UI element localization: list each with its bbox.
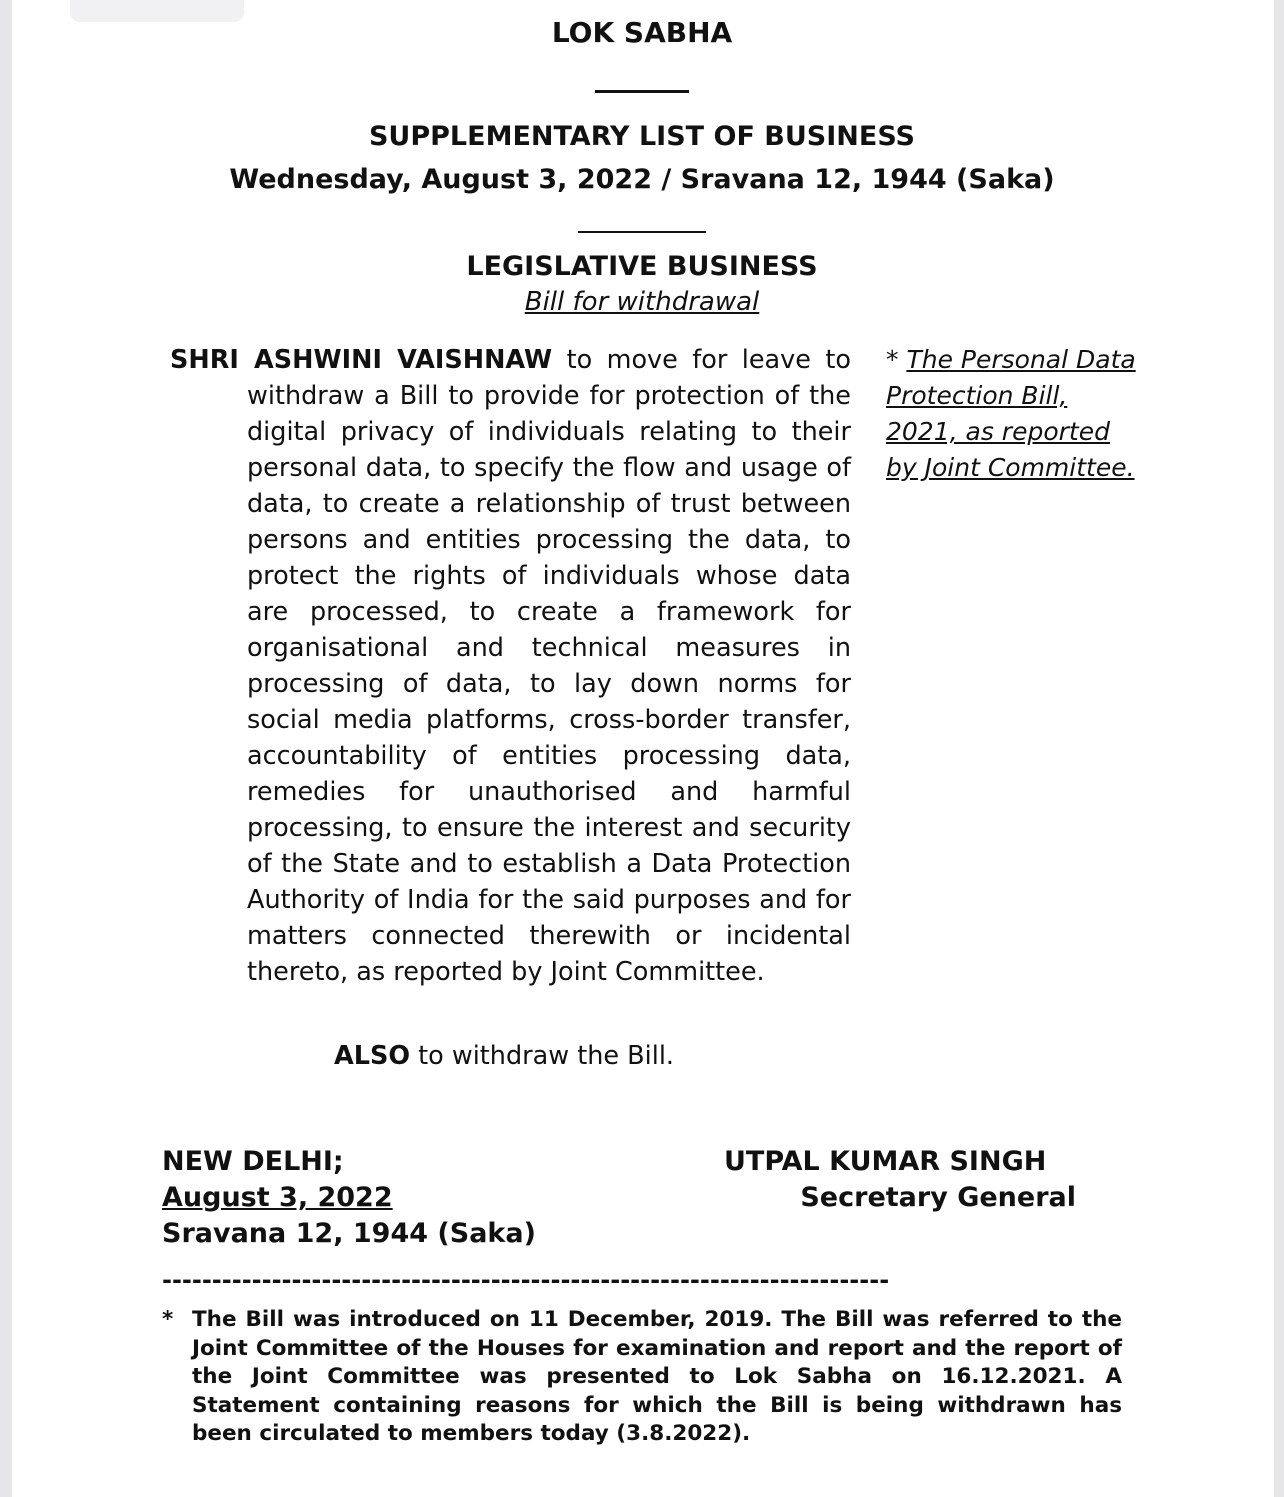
- place-date-block: [162, 1144, 536, 1252]
- place: NEW DELHI;: [162, 1146, 344, 1177]
- motion-text: to move for leave to withdraw a Bill to provide for protection of the digital privacy of individuals relating to their personal data, to specify the flow and usage of data, to create a relationship of trust between persons and entities processing the data, to protect the rights of individuals whose data are processed, to create a framework for organisational and technical measures in processing of data, to lay down norms for social media platforms, cross-border transfer, accountability of entities processing data, remedies for unauthorised and harmful processing, to ensure the interest and security of the State and to establish a Data Protection Authority of India for the said purposes and for matters connected therewith or incidental thereto, as reported by Joint Committee.: [247, 345, 851, 987]
- bill-side-note: [886, 342, 1136, 486]
- motion-paragraph: [170, 342, 851, 990]
- also-text: to withdraw the Bill.: [410, 1041, 675, 1071]
- section-subtitle: Bill for withdrawal: [524, 287, 760, 317]
- signatory-name: UTPAL KUMAR SINGH: [724, 1146, 1047, 1177]
- house-name: LOK SABHA: [551, 16, 733, 49]
- footnote-separator: -------------------------------------------------------------------------: [162, 1266, 890, 1294]
- side-note-star: *: [886, 345, 907, 374]
- also-line: [334, 1041, 674, 1071]
- list-title: SUPPLEMENTARY LIST OF BUSINESS: [368, 121, 915, 152]
- saka-date: Sravana 12, 1944 (Saka): [162, 1218, 536, 1249]
- mover-name: SHRI ASHWINI VAISHNAW: [170, 345, 553, 375]
- also-label: ALSO: [334, 1041, 411, 1071]
- title-divider: [595, 90, 689, 93]
- section-divider: [578, 231, 706, 233]
- list-date: Wednesday, August 3, 2022 / Sravana 12, 1944 (Saka): [229, 164, 1055, 195]
- section-title: LEGISLATIVE BUSINESS: [466, 251, 818, 282]
- signatory-block: [724, 1144, 1076, 1216]
- footnote-marker: *: [162, 1307, 174, 1332]
- signatory-designation: Secretary General: [800, 1182, 1076, 1213]
- bill-name: The Personal Data Protection Bill, 2021, as reported by Joint Committee.: [886, 345, 1136, 482]
- footnote-text: The Bill was introduced on 11 December, 2019. The Bill was referred to the Joint Committee of the Houses for examination and report and the report of the Joint Committee was presented to Lok Sabha on 16.12.2021. A Statement containing reasons for which the Bill is being withdrawn has been circulated to members today (3.8.2022).: [192, 1307, 1122, 1447]
- footnote: [162, 1306, 1122, 1449]
- signing-date: August 3, 2022: [162, 1182, 393, 1213]
